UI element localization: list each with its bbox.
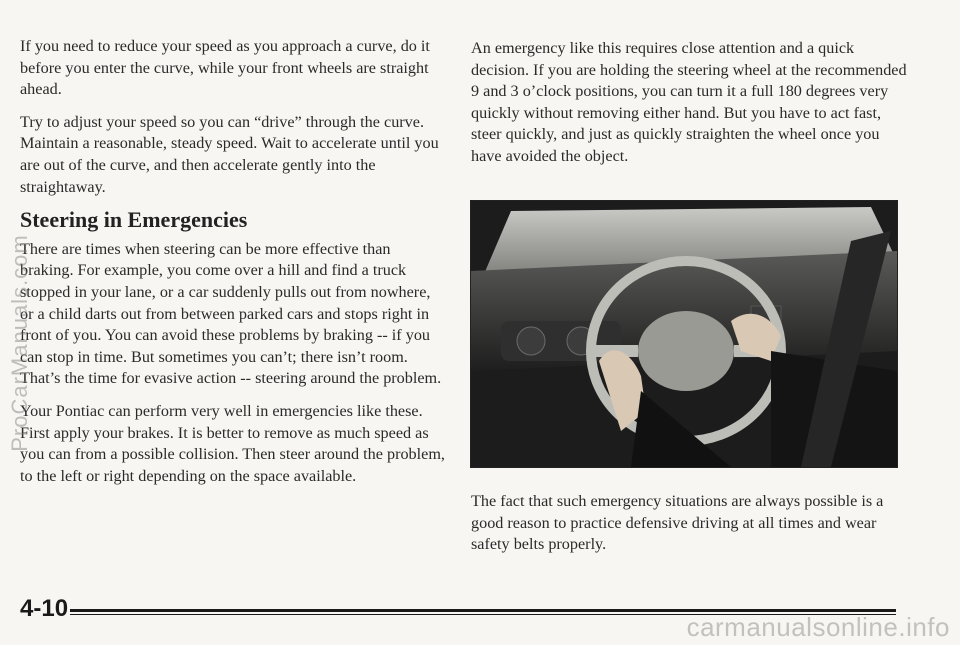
paragraph-defensive-driving: The fact that such emergency situations are always possible is a good reason to practice defensive driving at all times and wear safety belts properly. [471,492,884,554]
paragraph-adjust-speed: Try to adjust your speed so you can “drive” through the curve. Maintain a reasonable, steady speed. Wait to accelerate until you are out of the curve, and then accelerate gently into the straightaway. [20,112,439,196]
paragraph-steering-effective: There are times when steering can be more effective than braking. For example, you come over a hill and find a truck stopped in your lane, or a car suddenly pulls out from nowhere, or a child darts out from between parked cars and stops right in front of you. You can avoid these problems by braking -- if you can stop in time. But sometimes you can’t; there isn’t room. That’s the time for evasive action -- steering around the problem. [20,239,442,388]
steering-wheel-illustration [471,201,897,467]
page-number: 4-10 [20,595,69,622]
paragraph-curve-speed: If you need to reduce your speed as you approach a curve, do it before you enter the curve, while your front wheels are straight ahead. [20,37,430,99]
side-watermark: ProCarManuals.com [7,234,32,452]
paragraph-quick-decision: An emergency like this requires close attention and a quick decision. If you are holding the steering wheel at the recommended 9 and 3 o’clock positions, you can turn it a full 180 degrees very quickly without removing either hand. But you have to act fast, steer quickly, and just as quickly straighten the wheel once you have avoided the object. [471,39,907,165]
steering-wheel-photo [470,200,898,468]
bottom-watermark: carmanualsonline.info [686,612,950,642]
left-column [20,36,445,498]
paragraph-pontiac-emergencies: Your Pontiac can perform very well in emergencies like these. First apply your brakes. It is better to remove as much speed as you can from a possible collision. Then steer around the problem, to the left or right depending on the space available. [20,401,445,485]
right-column [471,38,911,179]
section-heading: Steering in Emergencies [20,207,248,233]
photo-caption-block [471,491,911,556]
